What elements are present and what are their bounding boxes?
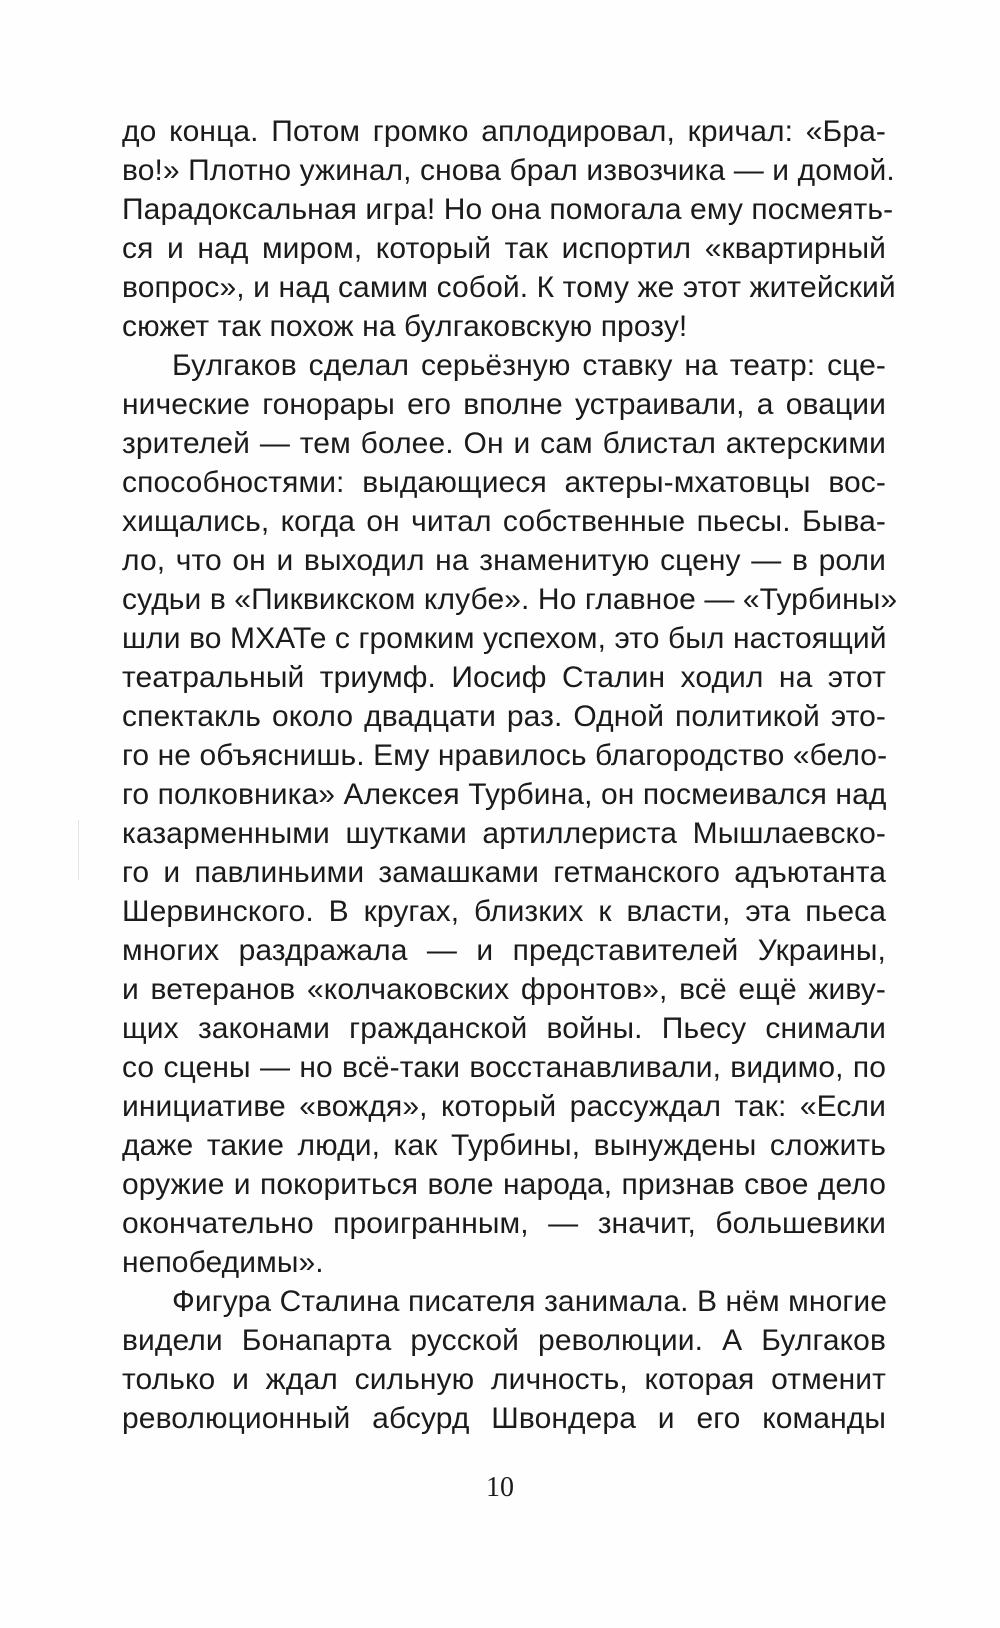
- body-text: [122, 112, 898, 1438]
- text-line: театральный триумф. Иосиф Сталин ходил на этот: [122, 661, 886, 694]
- text-line: революционный абсурд Швондера и его команды: [122, 1402, 886, 1435]
- text-line: вопрос», и над самим собой. К тому же этот житейский: [122, 271, 896, 304]
- text-line: во!» Плотно ужинал, снова брал извозчика — и домой.: [122, 154, 895, 187]
- text-line: даже такие люди, как Турбины, вынуждены сложить: [122, 1129, 886, 1162]
- text-line: зрителей — тем более. Он и сам блистал актерскими: [122, 427, 886, 460]
- text-line: казарменными шутками артиллериста Мышлаевско-: [122, 817, 886, 850]
- text-line: шли во МХАТе с громким успехом, это был настоящий: [122, 622, 887, 655]
- text-line: Шервинского. В кругах, близких к власти, эта пьеса: [122, 895, 886, 928]
- text-line: Фигура Сталина писателя занимала. В нём многие: [172, 1285, 888, 1318]
- text-line: оружие и покориться воле народа, признав свое дело: [122, 1168, 886, 1201]
- text-line: го и павлиньими замашками гетманского адъютанта: [122, 856, 886, 889]
- page-number: 10: [486, 1472, 514, 1503]
- text-line: спектакль около двадцати раз. Одной политикой это-: [122, 700, 886, 733]
- text-line: инициативе «вождя», который рассуждал так: «Если: [122, 1090, 886, 1123]
- text-line: го не объяснишь. Ему нравилось благородство «бело-: [122, 739, 888, 772]
- text-line: хищались, когда он читал собственные пьесы. Быва-: [122, 505, 886, 538]
- text-line: щих законами гражданской войны. Пьесу снимали: [122, 1012, 886, 1045]
- text-line: только и ждал сильную личность, которая отменит: [122, 1363, 886, 1396]
- text-line: ло, что он и выходил на знаменитую сцену — в роли: [122, 544, 886, 577]
- page-edge-shadow: [78, 820, 79, 880]
- text-line: способностями: выдающиеся актеры-мхатовцы вос-: [122, 466, 886, 499]
- text-line: Булгаков сделал серьёзную ставку на театр: сце-: [172, 349, 886, 382]
- text-line: и ветеранов «колчаковских фронтов», всё ещё живу-: [122, 973, 886, 1006]
- text-line: видели Бонапарта русской революции. А Булгаков: [122, 1324, 886, 1357]
- text-line: со сцены — но всё-таки восстанавливали, видимо, по: [122, 1051, 886, 1084]
- text-line: сюжет так похож на булгаковскую прозу!: [122, 310, 688, 343]
- text-line: го полковника» Алексея Турбина, он посмеивался над: [122, 778, 887, 811]
- text-line: до конца. Потом громко аплодировал, кричал: «Бра-: [122, 115, 886, 148]
- text-line: судьи в «Пиквикском клубе». Но главное — «Турбины»: [122, 583, 898, 616]
- text-line: Парадоксальная игра! Но она помогала ему посмеять-: [122, 193, 894, 226]
- text-line: окончательно проигранным, — значит, большевики: [122, 1207, 886, 1240]
- text-line: нические гонорары его вполне устраивали, а овации: [122, 388, 886, 421]
- text-line: ся и над миром, который так испортил «квартирный: [122, 232, 886, 265]
- text-line: непобедимы».: [122, 1246, 324, 1279]
- text-line: многих раздражала — и представителей Украины,: [122, 934, 886, 967]
